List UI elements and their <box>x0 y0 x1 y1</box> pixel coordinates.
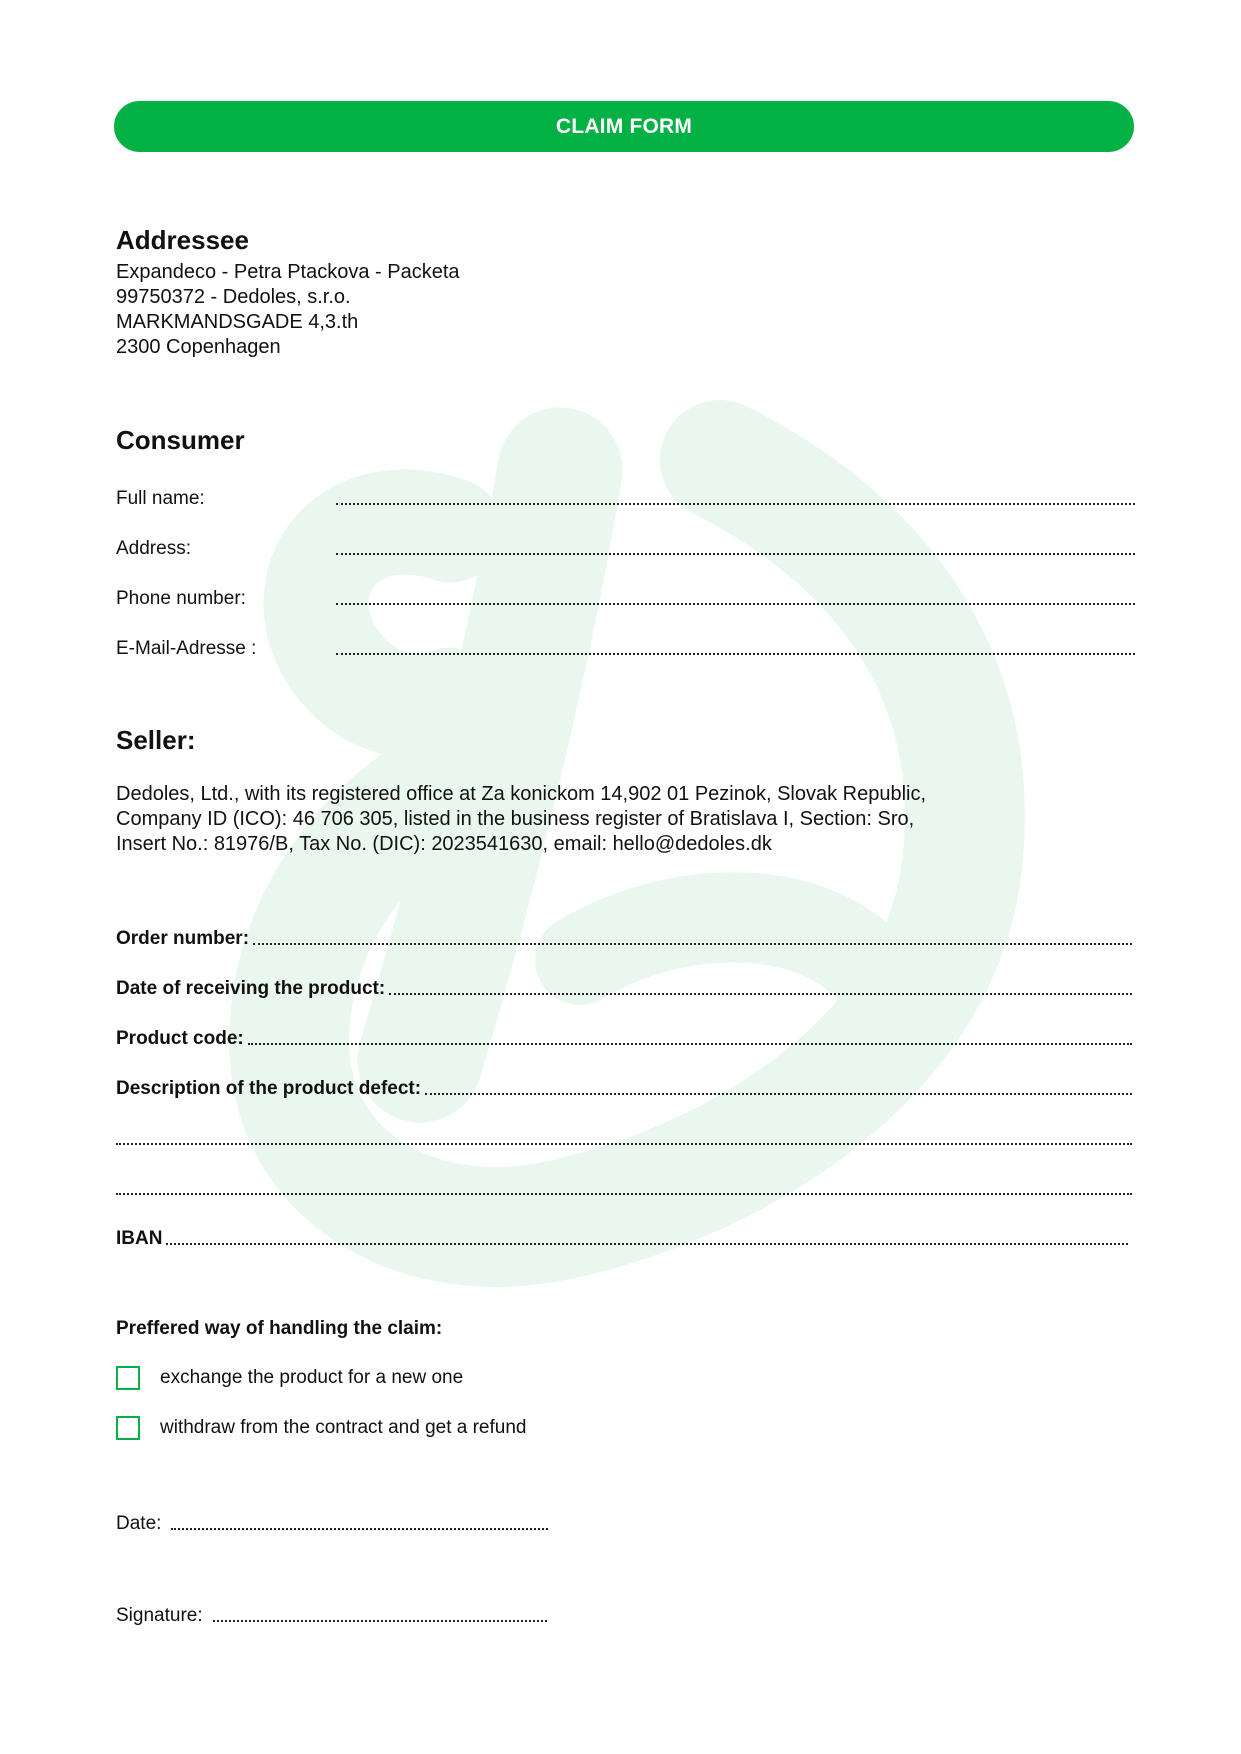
option-refund[interactable] <box>116 1414 526 1442</box>
addressee-block <box>116 260 460 360</box>
iban-label: IBAN <box>116 1228 163 1249</box>
signature-field[interactable] <box>213 1620 547 1622</box>
consumer-heading: Consumer <box>116 425 245 455</box>
addressee-line: MARKMANDSGADE 4,3.th <box>116 311 359 333</box>
defect-description-label: Description of the product defect: <box>116 1078 422 1099</box>
addressee-line: 2300 Copenhagen <box>116 336 281 358</box>
option-exchange[interactable] <box>116 1364 463 1392</box>
product-code-row <box>116 1022 1132 1050</box>
address-label: Address: <box>116 538 191 559</box>
seller-line: Dedoles, Ltd., with its registered office at Za konickom 14,902 01 Pezinok, Slovak Republic, <box>116 783 927 805</box>
refund-checkbox[interactable] <box>116 1416 140 1440</box>
email-field[interactable] <box>336 653 1135 655</box>
address-field[interactable] <box>336 553 1135 555</box>
refund-label: withdraw from the contract and get a refund <box>160 1417 527 1438</box>
phone-label: Phone number: <box>116 588 246 609</box>
seller-line: Insert No.: 81976/B, Tax No. (DIC): 2023541630, email: hello@dedoles.dk <box>116 833 772 855</box>
date-received-field[interactable] <box>389 993 1132 995</box>
signature-label: Signature: <box>116 1605 203 1626</box>
phone-row <box>116 582 1135 610</box>
addressee-heading: Addressee <box>116 225 249 255</box>
order-number-field[interactable] <box>253 943 1132 945</box>
address-row <box>116 532 1135 560</box>
full-name-field[interactable] <box>336 503 1135 505</box>
email-label: E-Mail-Adresse : <box>116 638 257 659</box>
product-code-field[interactable] <box>248 1043 1132 1045</box>
phone-field[interactable] <box>336 603 1135 605</box>
addressee-line: 99750372 - Dedoles, s.r.o. <box>116 286 351 308</box>
email-row <box>116 632 1135 660</box>
seller-heading: Seller: <box>116 725 196 755</box>
defect-description-field-2[interactable] <box>116 1143 1132 1145</box>
date-row <box>116 1507 548 1535</box>
addressee-line: Expandeco - Petra Ptackova - Packeta <box>116 261 460 283</box>
exchange-checkbox[interactable] <box>116 1366 140 1390</box>
defect-description-line <box>116 1172 1132 1200</box>
seller-info <box>116 782 926 857</box>
date-received-row <box>116 972 1132 1000</box>
defect-description-field-3[interactable] <box>116 1193 1132 1195</box>
date-label: Date: <box>116 1513 162 1534</box>
order-number-label: Order number: <box>116 928 250 949</box>
iban-field[interactable] <box>166 1243 1128 1245</box>
full-name-row <box>116 482 1135 510</box>
order-number-row <box>116 922 1132 950</box>
defect-description-field[interactable] <box>425 1093 1132 1095</box>
handling-heading: Preffered way of handling the claim: <box>116 1318 443 1339</box>
form-title-banner <box>114 101 1134 152</box>
iban-row <box>116 1222 1128 1250</box>
product-code-label: Product code: <box>116 1028 244 1049</box>
signature-row <box>116 1599 547 1627</box>
defect-description-row <box>116 1072 1132 1100</box>
date-field[interactable] <box>171 1528 548 1530</box>
date-received-label: Date of receiving the product: <box>116 978 386 999</box>
form-title: CLAIM FORM <box>555 114 693 138</box>
exchange-label: exchange the product for a new one <box>160 1367 464 1388</box>
full-name-label: Full name: <box>116 488 205 509</box>
seller-line: Company ID (ICO): 46 706 305, listed in the business register of Bratislava I, Section: Sro, <box>116 808 915 830</box>
defect-description-line <box>116 1122 1132 1150</box>
